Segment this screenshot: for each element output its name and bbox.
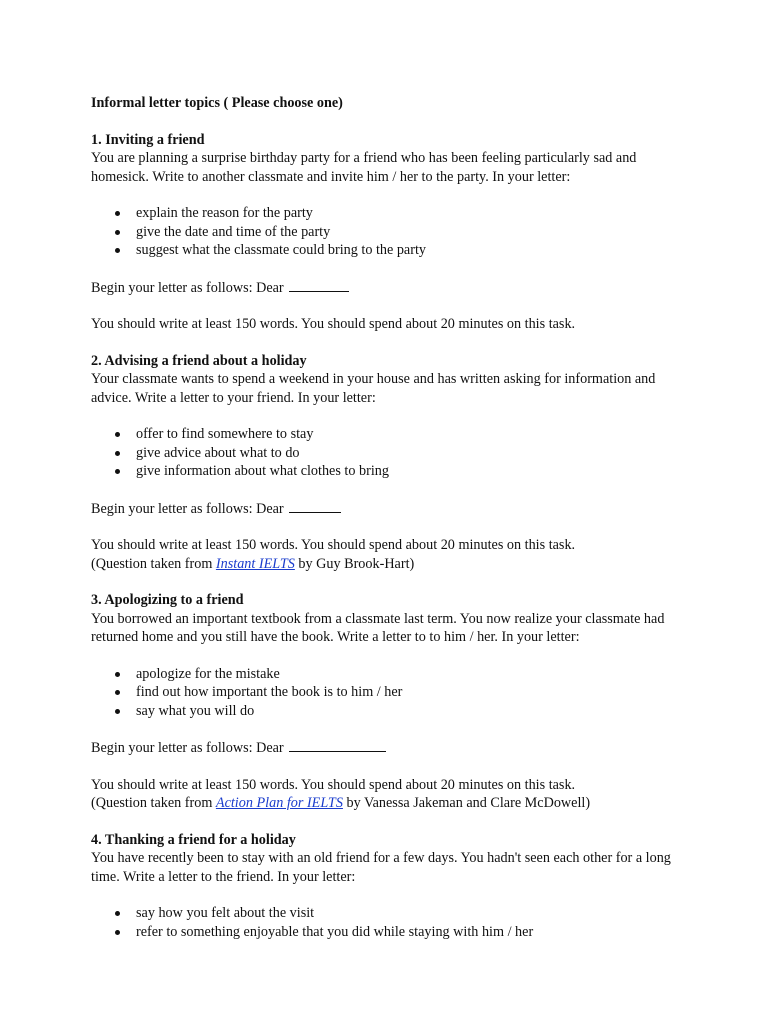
- task-heading: 3. Apologizing to a friend: [91, 592, 244, 608]
- task-1: [91, 131, 691, 334]
- bullet-item: explain the reason for the party: [91, 204, 691, 223]
- bullet-item: apologize for the mistake: [91, 665, 691, 684]
- task-2: [91, 352, 691, 574]
- begin-letter-line: Begin your letter as follows: Dear: [91, 738, 691, 758]
- task-description: You borrowed an important textbook from a classmate last term. You now realize your classmate had returned home and you still have the book. Write a letter to to him / her. In your letter:: [91, 610, 665, 645]
- document-page: [91, 94, 691, 959]
- bullet-icon: [115, 930, 120, 935]
- word-count-note: You should write at least 150 words. You should spend about 20 minutes on this task.: [91, 316, 576, 332]
- task-heading: 1. Inviting a friend: [91, 131, 205, 148]
- bullet-item: refer to something enjoyable that you did while staying with him / her: [91, 923, 691, 942]
- bullet-item: give advice about what to do: [91, 444, 691, 463]
- bullet-item: give the date and time of the party: [91, 223, 691, 242]
- word-count-note: You should write at least 150 words. You should spend about 20 minutes on this task.: [91, 537, 576, 553]
- bullet-item: say what you will do: [91, 702, 691, 721]
- word-count-note: You should write at least 150 words. You should spend about 20 minutes on this task.: [91, 776, 576, 793]
- begin-letter-line: Begin your letter as follows: Dear: [91, 278, 691, 298]
- bullet-icon: [115, 709, 120, 714]
- task-bullet-list: [91, 425, 691, 481]
- task-heading: 4. Thanking a friend for a holiday: [91, 831, 296, 848]
- task-3: [91, 591, 691, 813]
- bullet-icon: [115, 690, 120, 695]
- bullet-icon: [115, 911, 120, 916]
- task-description: You are planning a surprise birthday party for a friend who has been feeling particularly sad and homesick. Write to another classmate and invite him / her to the party. In your letter:: [91, 150, 637, 185]
- task-bullet-list: [91, 904, 691, 941]
- task-bullet-list: [91, 204, 691, 260]
- bullet-icon: [115, 230, 120, 235]
- source-citation: (Question taken from Instant IELTS by Guy Brook-Hart): [91, 555, 415, 572]
- task-description: Your classmate wants to spend a weekend in your house and has written asking for information and advice. Write a letter to your friend. In your letter:: [91, 371, 656, 406]
- task-bullet-list: [91, 665, 691, 721]
- bullet-item: suggest what the classmate could bring to the party: [91, 241, 691, 260]
- bullet-icon: [115, 432, 120, 437]
- salutation-blank: [289, 499, 341, 513]
- bullet-icon: [115, 451, 120, 456]
- bullet-icon: [115, 248, 120, 253]
- source-citation: (Question taken from Action Plan for IELTS by Vanessa Jakeman and Clare McDowell): [91, 795, 591, 811]
- bullet-item: find out how important the book is to him / her: [91, 683, 691, 702]
- source-book-link[interactable]: Action Plan for IELTS: [215, 795, 343, 811]
- page-title: Informal letter topics ( Please choose one): [91, 95, 343, 111]
- bullet-item: offer to find somewhere to stay: [91, 425, 691, 444]
- source-book-link[interactable]: Instant IELTS: [215, 555, 295, 572]
- salutation-blank: [289, 738, 386, 752]
- task-description: You have recently been to stay with an old friend for a few days. You hadn't seen each other for a long time. Write a letter to the friend. In your letter:: [91, 850, 671, 885]
- bullet-icon: [115, 469, 120, 474]
- bullet-icon: [115, 672, 120, 677]
- bullet-icon: [115, 211, 120, 216]
- salutation-blank: [289, 278, 349, 292]
- begin-letter-line: Begin your letter as follows: Dear: [91, 499, 691, 519]
- task-4: [91, 831, 691, 942]
- bullet-item: give information about what clothes to bring: [91, 462, 691, 481]
- task-heading: 2. Advising a friend about a holiday: [91, 352, 307, 369]
- bullet-item: say how you felt about the visit: [91, 904, 691, 923]
